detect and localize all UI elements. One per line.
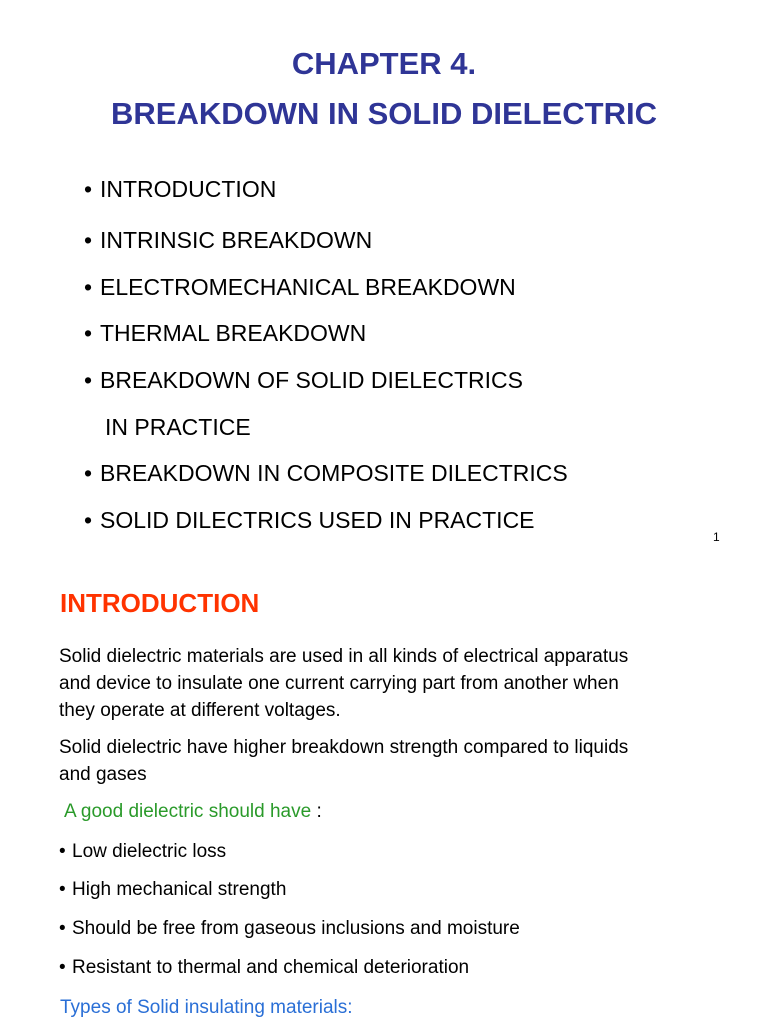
property-item: • Resistant to thermal and chemical deterioration [59,957,470,978]
bullet-icon: • [84,176,93,202]
intro-paragraph-2: Solid dielectric have higher breakdown strength compared to liquids and gases [59,737,629,785]
toc-item-introduction: • INTRODUCTION [84,176,277,202]
intro-paragraph-1: Solid dielectric materials are used in all kinds of electrical apparatus and device to insulate one current carrying part from another when they operate at different voltages. [59,646,629,721]
page-number: 1 [713,530,720,544]
bullet-icon: • [59,918,66,939]
toc-item-electromechanical: • ELECTROMECHANICAL BREAKDOWN [84,274,516,300]
bullet-icon: • [59,879,66,900]
bullet-icon: • [59,841,66,862]
bullet-icon: • [84,274,93,300]
toc-item-practice-continued: IN PRACTICE [105,414,251,440]
slide-2 [0,560,768,1024]
bullet-icon: • [84,460,93,486]
property-item: • Low dielectric loss [59,841,227,862]
bullet-icon: • [84,367,93,393]
bullet-icon: • [84,227,93,253]
good-dielectric-heading: A good dielectric should have : [64,801,322,822]
toc-item-used-in-practice: • SOLID DILECTRICS USED IN PRACTICE [84,507,535,533]
bullet-icon: • [84,320,93,346]
property-item: • High mechanical strength [59,879,287,900]
bullet-icon: • [84,507,93,533]
types-heading: Types of Solid insulating materials: [60,997,353,1018]
chapter-subtitle: BREAKDOWN IN SOLID DIELECTRIC [111,96,657,131]
toc-item-thermal: • THERMAL BREAKDOWN [84,320,367,346]
toc-item-composite: • BREAKDOWN IN COMPOSITE DILECTRICS [84,460,568,486]
section-title: INTRODUCTION [60,588,260,618]
property-item: • Should be free from gaseous inclusions and moisture [59,918,520,939]
toc-item-practice: • BREAKDOWN OF SOLID DIELECTRICS [84,367,524,393]
chapter-title: CHAPTER 4. [291,46,477,81]
toc-item-intrinsic: • INTRINSIC BREAKDOWN [84,227,373,253]
bullet-icon: • [59,957,66,978]
